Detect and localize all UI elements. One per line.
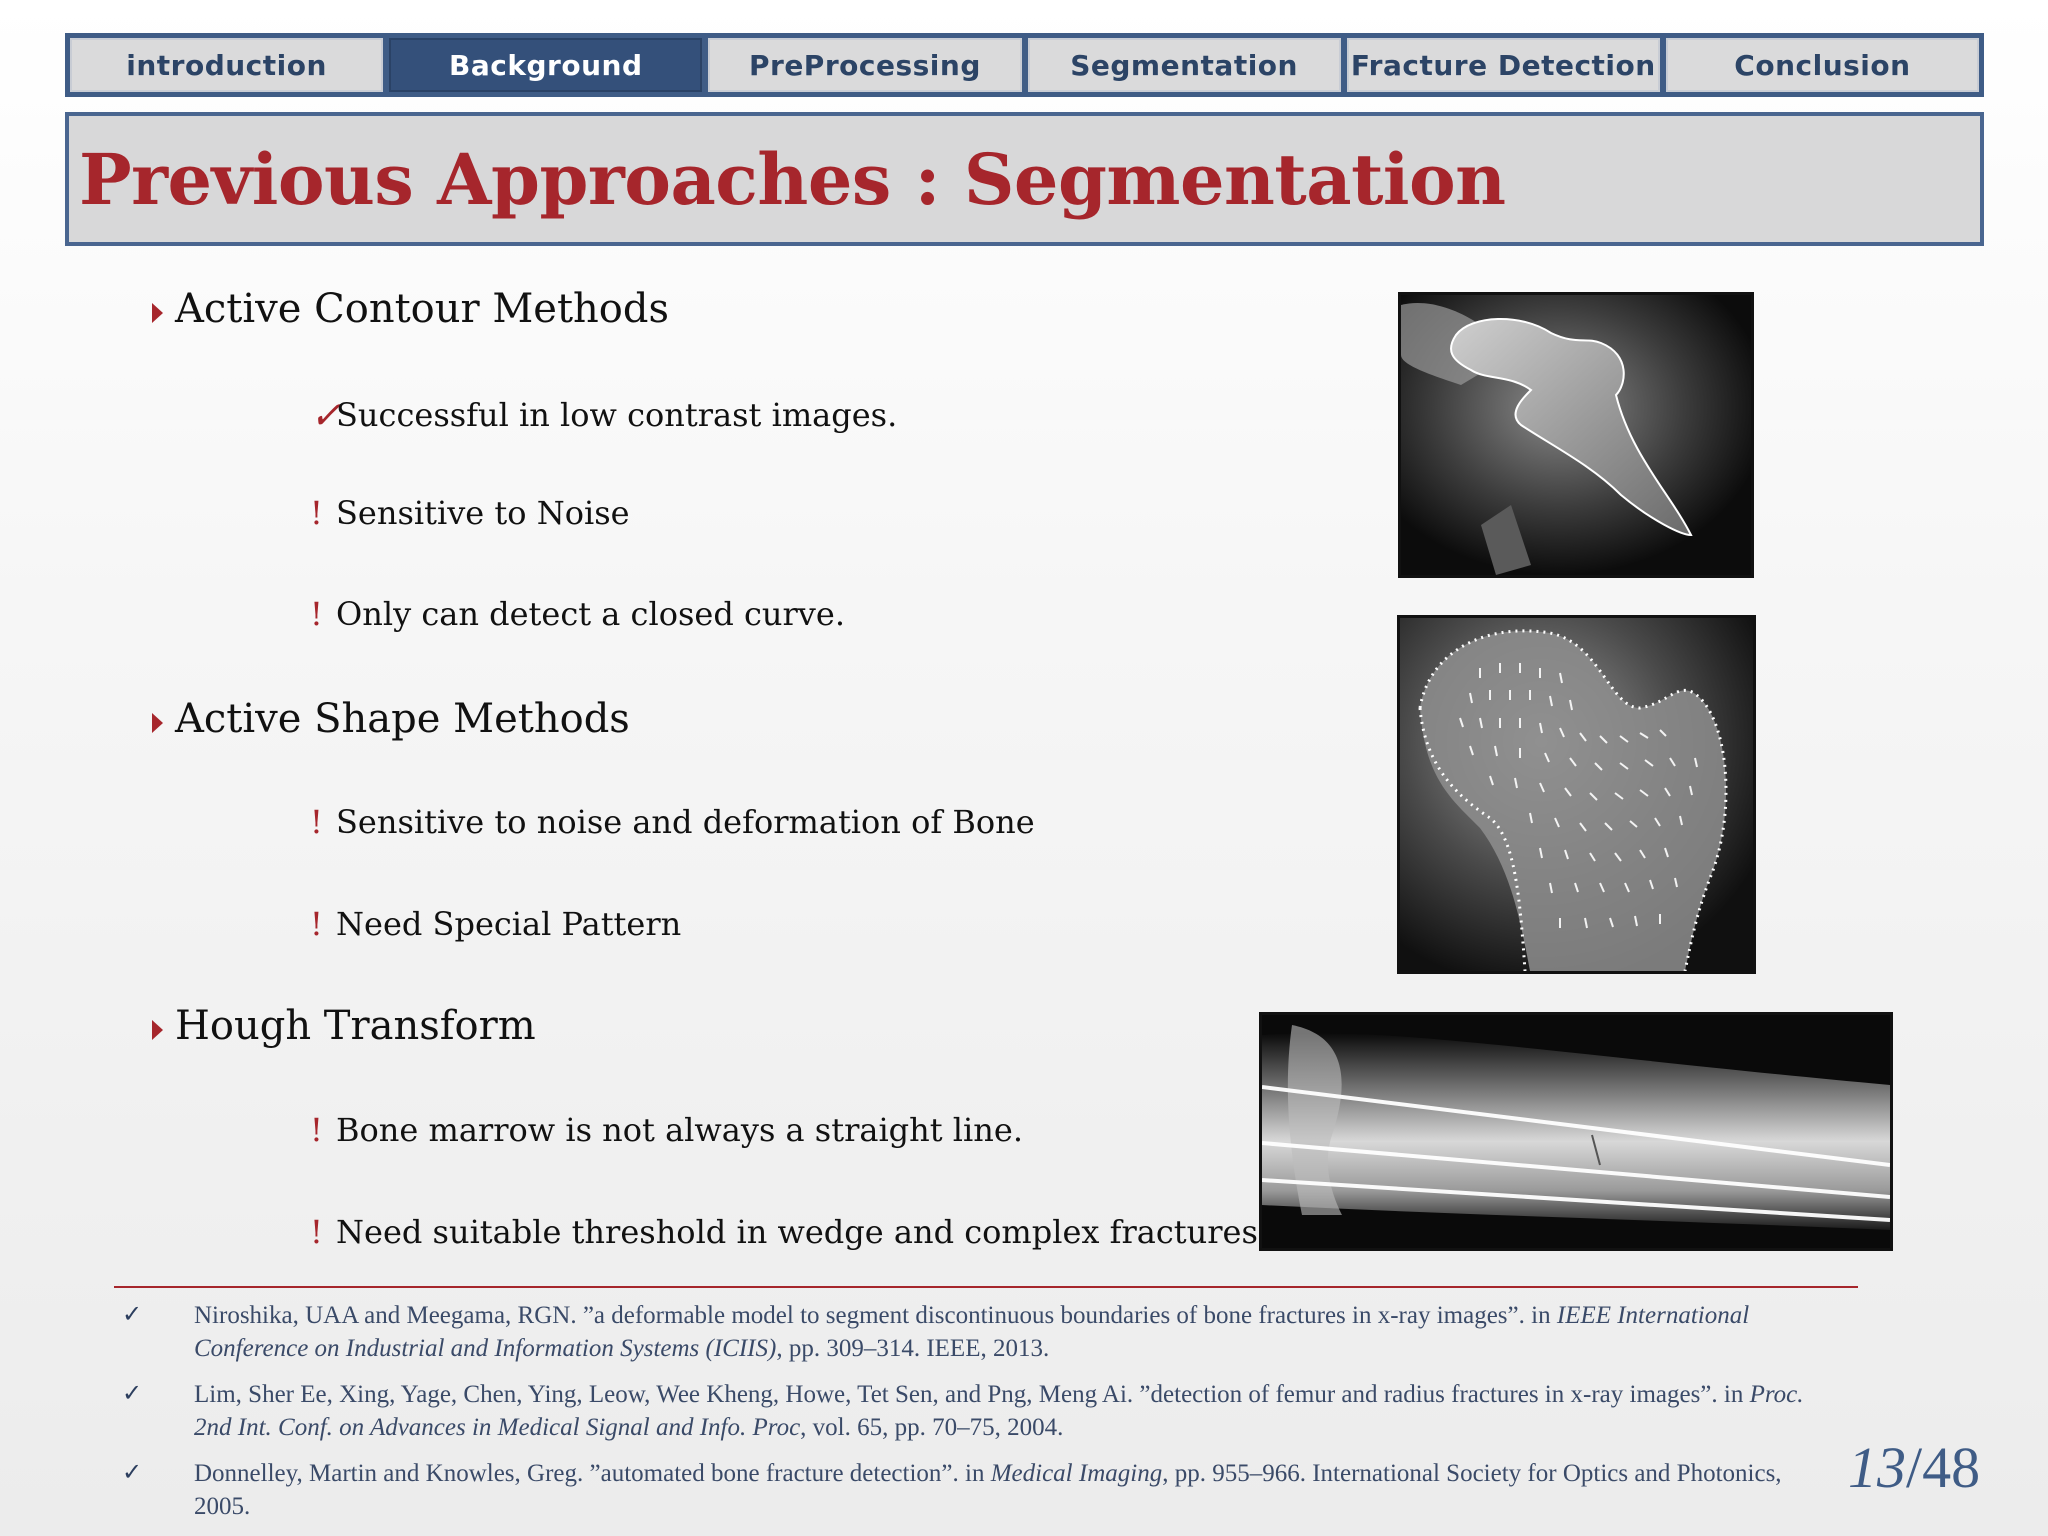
reference-text: Niroshika, UAA and Meegama, RGN. ”a deformable model to segment discontinuous boundaries of bone fractures in x-ray images”. in IEEE International Conference on Industrial and Information Systems (ICIIS), pp. 309–314. IEEE, 2013. (194, 1302, 1750, 1362)
list-item (310, 905, 681, 943)
list-item-text: Sensitive to noise and deformation of Bone (336, 803, 1035, 841)
tab-background[interactable]: Background (389, 38, 702, 92)
list-item-text: Sensitive to Noise (336, 494, 630, 532)
reference-item (122, 1457, 1842, 1523)
checkmark-icon: ✓ (122, 1460, 143, 1486)
list-item-text: Only can detect a closed curve. (336, 595, 845, 633)
tab-segmentation[interactable]: Segmentation (1028, 38, 1341, 92)
section-heading-text: Active Shape Methods (175, 696, 630, 742)
title-bar (65, 112, 1984, 246)
list-item (310, 595, 845, 633)
checkmark-icon: ✓ (310, 393, 342, 437)
reference-text: Donnelley, Martin and Knowles, Greg. ”automated bone fracture detection”. in Medical Imaging, pp. 955–966. International Society for Optics and Photonics, 2005. (194, 1460, 1782, 1520)
exclamation-icon: ! (310, 595, 323, 633)
active-shape-xray-image (1397, 615, 1756, 974)
exclamation-icon: ! (310, 905, 323, 943)
exclamation-icon: ! (310, 803, 323, 841)
section-heading-active-contour (152, 286, 669, 332)
triangle-bullet-icon (152, 1020, 163, 1040)
total-pages: 48 (1922, 1435, 1981, 1500)
list-item (310, 494, 630, 532)
triangle-bullet-icon (152, 303, 163, 323)
list-item-text: Need Special Pattern (336, 905, 682, 943)
triangle-bullet-icon (152, 713, 163, 733)
tab-introduction[interactable]: introduction (70, 38, 383, 92)
section-nav (65, 33, 1984, 97)
list-item-text: Need suitable threshold in wedge and complex fractures (336, 1213, 1258, 1251)
page-number (1848, 1434, 1980, 1501)
active-contour-xray-image (1398, 292, 1754, 578)
exclamation-icon: ! (310, 1111, 323, 1149)
section-heading-active-shape (152, 696, 630, 742)
tab-preprocessing[interactable]: PreProcessing (708, 38, 1021, 92)
reference-text: Lim, Sher Ee, Xing, Yage, Chen, Ying, Leow, Wee Kheng, Howe, Tet Sen, and Png, Meng Ai. ”detection of femur and radius fractures in x-ray images”. in Proc. 2nd Int. Conf. on Advances in Medical Signal and Info. Proc, vol. 65, pp. 70–75, 2004. (194, 1381, 1804, 1441)
reference-divider (114, 1286, 1858, 1288)
slide-title: Previous Approaches : Segmentation (79, 137, 1506, 221)
list-item (310, 393, 897, 437)
list-item (310, 803, 1035, 841)
list-item-text: Bone marrow is not always a straight line. (336, 1111, 1023, 1149)
list-item-text: Successful in low contrast images. (336, 396, 898, 434)
list-item (310, 1213, 1258, 1251)
exclamation-icon: ! (310, 1213, 323, 1251)
reference-item (122, 1378, 1822, 1444)
reference-item (122, 1299, 1822, 1365)
tab-conclusion[interactable]: Conclusion (1666, 38, 1979, 92)
exclamation-icon: ! (310, 494, 323, 532)
page-separator: / (1906, 1435, 1923, 1500)
checkmark-icon: ✓ (122, 1302, 143, 1328)
section-heading-hough-transform (152, 1003, 536, 1049)
tab-fracture-detection[interactable]: Fracture Detection (1347, 38, 1660, 92)
section-heading-text: Hough Transform (175, 1003, 536, 1049)
section-heading-text: Active Contour Methods (175, 286, 670, 332)
current-page: 13 (1848, 1435, 1906, 1500)
checkmark-icon: ✓ (122, 1381, 143, 1407)
list-item (310, 1111, 1023, 1149)
hough-transform-xray-image (1259, 1012, 1893, 1251)
